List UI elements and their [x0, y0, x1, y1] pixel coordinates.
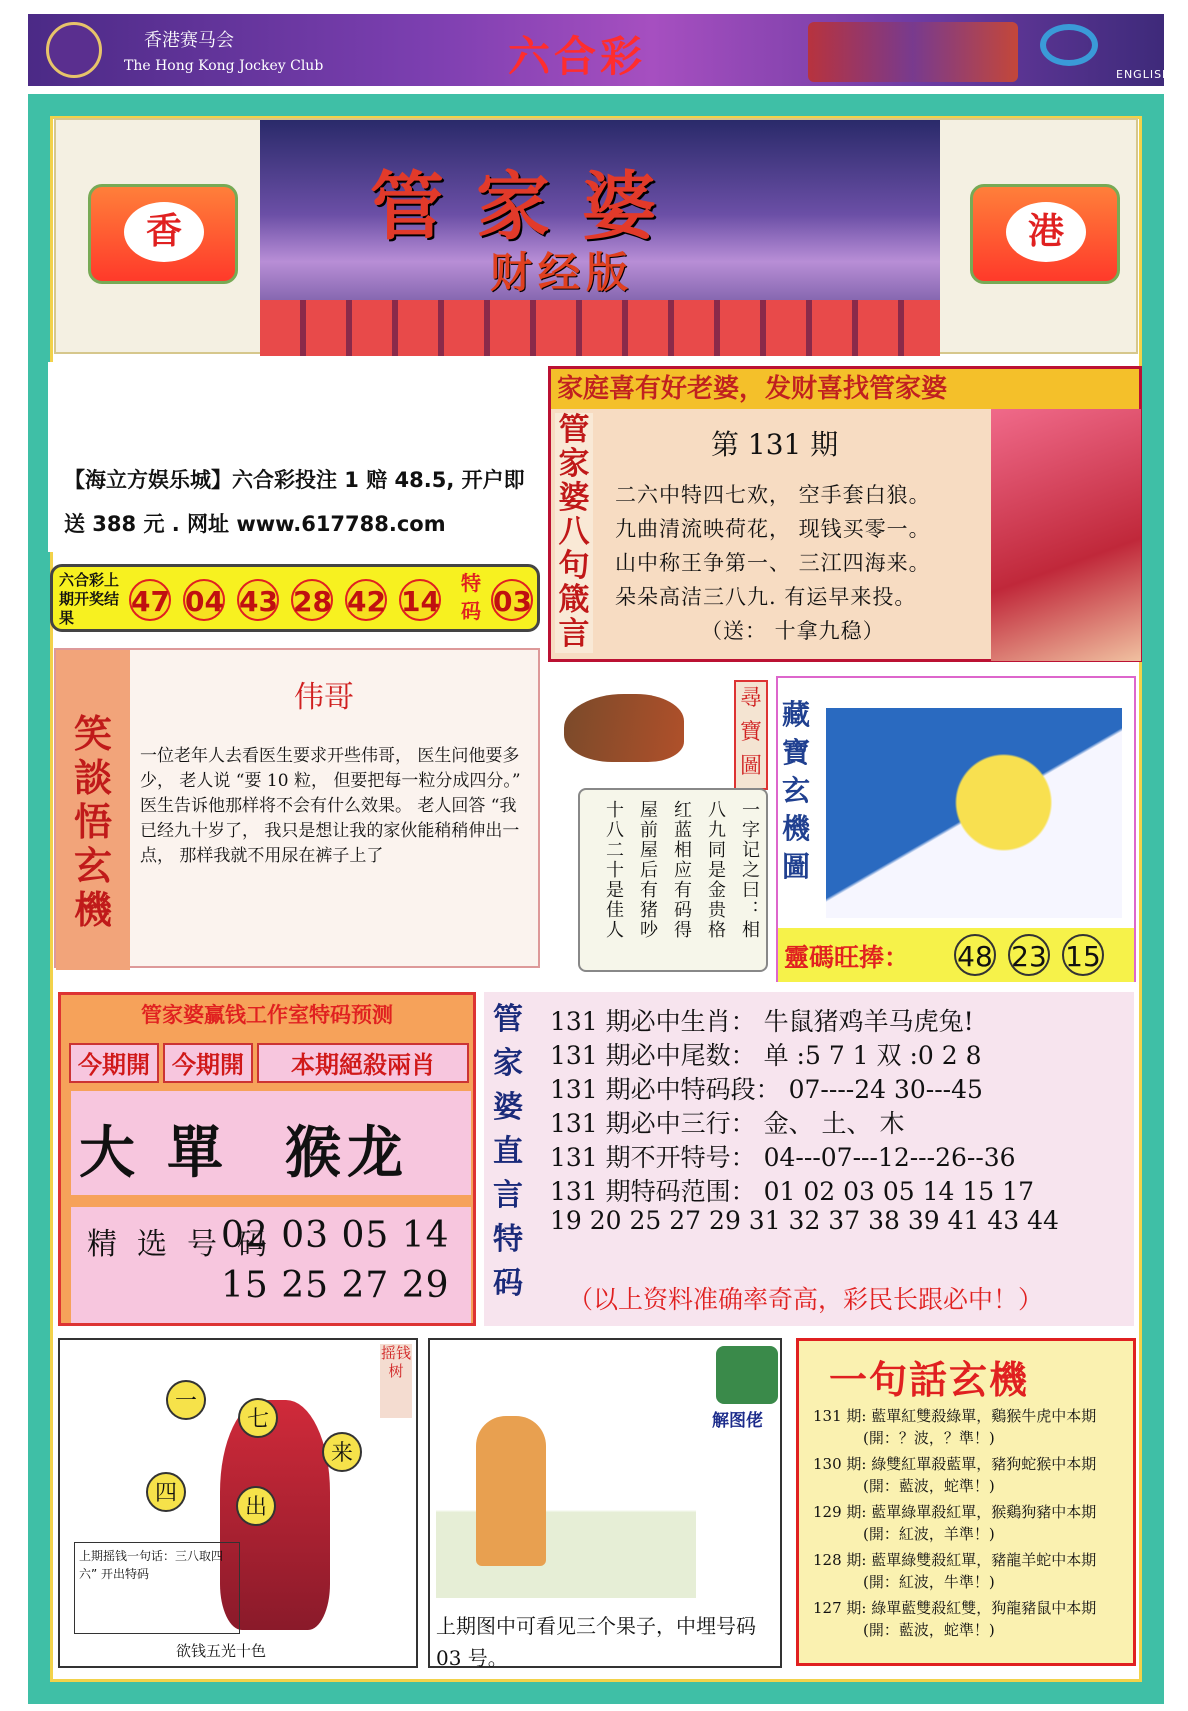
verse-header: 家庭喜有好老婆，发财喜找管家婆	[551, 369, 1139, 409]
tree-ball: 四	[146, 1472, 186, 1512]
banner	[54, 118, 1138, 354]
tab-open-1: 今期開	[69, 1043, 159, 1083]
lantern-right	[946, 134, 1136, 344]
joke-panel	[54, 648, 540, 968]
joke-title: 伟哥	[294, 680, 354, 715]
banner-title: 管家婆	[370, 164, 688, 250]
treasure-side-title: 藏寶玄機圖	[781, 698, 810, 883]
lucky-ball: 23	[1008, 934, 1050, 976]
result-ball: 28	[291, 579, 333, 621]
verse-line: 九曲清流映荷花， 现钱买零一。	[615, 517, 931, 541]
lantern-left-text: 香	[124, 202, 204, 262]
squirrel-image	[826, 708, 1122, 918]
eight-verse-panel	[548, 366, 1142, 662]
hint-entry	[813, 1549, 1133, 1593]
verse-side-title: 管家婆八句箴言	[555, 413, 593, 653]
one-sentence-title: 一句話玄機	[829, 1358, 1030, 1402]
hunt-column: 屋前屋后有猪吵	[637, 800, 658, 940]
org-name-cn: 香港赛马会	[144, 30, 234, 51]
hunt-column: 十八二十是佳人	[603, 800, 624, 940]
lottery-title: 六合彩	[508, 32, 647, 81]
special-label: 特码	[461, 571, 481, 623]
hint-issue: 128 期:	[813, 1551, 867, 1569]
hunt-column: 一字记之曰：相	[739, 800, 760, 940]
direct-line: 131 期必中特码段： 07----24 30---45	[550, 1075, 983, 1104]
special-ball: 03	[491, 579, 533, 621]
pick-kill: 猴龙	[285, 1120, 409, 1186]
pick-open-1: 大	[79, 1120, 141, 1186]
joke-body: 一位老年人去看医生要求开些伟哥， 医生问他要多少， 老人说 “要 10 粒， 但要把每一粒分成四分。” 医生告诉他那样将不会有什么效果。 老人回答 “我已经九十岁了， 我只是想让我的家伙能稍稍伸出一点， 那样我就不用尿在裤子上了	[140, 746, 521, 866]
direct-line: 131 期必中尾数： 单 :5 7 1 双 :0 2 8	[550, 1041, 982, 1070]
tree-ball: 出	[236, 1486, 276, 1526]
result-ball: 42	[345, 579, 387, 621]
ring-logo-icon	[1040, 24, 1098, 66]
english-link[interactable]: ENGLISH	[1116, 68, 1172, 81]
hint-open: (開：？波，？準！)	[863, 1429, 995, 1447]
direct-line: 131 期特码范围： 01 02 03 05 14 15 17	[550, 1177, 1034, 1206]
hint-entry	[813, 1597, 1133, 1641]
org-name-en: The Hong Kong Jockey Club	[124, 58, 324, 74]
lucky-numbers-bar	[778, 928, 1134, 982]
studio-picks-row	[71, 1091, 471, 1195]
banner-decor	[260, 300, 940, 356]
solver-icon	[716, 1346, 778, 1404]
solver-tag: 解图佬	[712, 1411, 763, 1431]
pick-row-2: 15 25 27 29	[221, 1265, 450, 1306]
picture-solve-panel	[428, 1338, 782, 1668]
hunt-scroll	[578, 788, 768, 972]
result-ball: 14	[399, 579, 441, 621]
bride-image	[991, 409, 1141, 661]
one-sentence-panel	[796, 1338, 1136, 1666]
direct-footer: （以上资料准确率奇高，彩民长跟必中！）	[568, 1285, 1044, 1314]
advert-text[interactable]: 【海立方娱乐城】六合彩投注 1 赔 48.5, 开户即送 388 元 . 网址 www.617788.com	[64, 468, 525, 536]
hunt-tag: 尋寶圖	[734, 680, 768, 790]
direct-line: 131 期必中生肖： 牛鼠猪鸡羊马虎兔!	[550, 1007, 974, 1036]
lantern-left	[64, 134, 254, 344]
hint-entry	[813, 1405, 1133, 1449]
lantern-right-text: 港	[1006, 202, 1086, 262]
hidden-treasure-panel	[776, 676, 1136, 982]
hint-text: 藍單綠雙殺紅單，豬龍羊蛇中本期	[871, 1551, 1097, 1569]
hint-open: (開：紅波，羊準！)	[863, 1525, 995, 1543]
direct-line: 131 期必中三行： 金、 土、 木	[550, 1109, 905, 1138]
hint-entry	[813, 1501, 1133, 1545]
pick-open-2: 單	[167, 1120, 229, 1186]
last-result-label: 六合彩上期开奖结果	[59, 571, 120, 627]
racing-horses-icon	[808, 22, 1018, 82]
verse-line: 山中称王争第一、 三江四海来。	[615, 551, 931, 575]
selected-numbers	[71, 1207, 471, 1323]
tree-ball: 来	[322, 1432, 362, 1472]
horse-rider-icon	[564, 694, 684, 762]
hint-open: (開：紅波，牛準！)	[863, 1573, 995, 1591]
studio-prediction-panel	[58, 992, 476, 1326]
hunt-column: 红蓝相应有码得	[671, 800, 692, 940]
tree-note: 上期摇钱一句话：三八取四六” 开出特码	[74, 1542, 240, 1634]
banner-title-panel	[260, 120, 940, 356]
hint-text: 綠單藍雙殺紅雙，狗龍豬鼠中本期	[871, 1599, 1097, 1617]
advert-box	[48, 362, 542, 552]
hint-open: (開：藍波，蛇準！)	[863, 1621, 995, 1639]
result-ball: 04	[183, 579, 225, 621]
lucky-ball: 15	[1062, 934, 1104, 976]
result-ball: 47	[129, 579, 171, 621]
result-ball: 43	[237, 579, 279, 621]
tab-open-2: 今期開	[163, 1043, 253, 1083]
hint-issue: 130 期:	[813, 1455, 867, 1473]
hunt-column: 八九同是金贵格	[705, 800, 726, 940]
direct-line: 131 期不开特号： 04---07---12---26--36	[550, 1143, 1016, 1172]
solve-caption: 上期图中可看见三个果子，中埋号码 03 号。	[436, 1614, 756, 1670]
treasure-hunt-panel	[548, 678, 774, 976]
scene-image	[436, 1346, 696, 1598]
direct-numbers-panel	[484, 992, 1134, 1326]
verse-line: 朵朵高洁三八九. 有运早来投。	[615, 585, 917, 609]
pick-row-1: 02 03 05 14	[221, 1215, 450, 1256]
jockey-club-logo-icon[interactable]	[46, 22, 102, 78]
hint-open: (開：藍波，蛇準！)	[863, 1477, 995, 1495]
hint-issue: 129 期:	[813, 1503, 867, 1521]
tab-kill: 本期絕殺兩肖	[257, 1043, 469, 1083]
money-tree-panel	[58, 1338, 418, 1668]
verse-issue: 第 131 期	[711, 428, 839, 461]
lucky-label: 靈碼旺捧：	[784, 943, 910, 972]
joke-side-title: 笑談悟玄機	[56, 650, 130, 970]
hint-text: 藍單紅雙殺綠單，鷄猴牛虎中本期	[871, 1407, 1097, 1425]
studio-header: 管家婆赢钱工作室特码预测	[141, 1003, 393, 1027]
hint-entry	[813, 1453, 1133, 1497]
direct-line: 19 20 25 27 29 31 32 37 38 39 41 43 44	[550, 1206, 1059, 1235]
banner-subtitle: 财经版	[490, 248, 635, 297]
old-man-icon	[476, 1416, 546, 1566]
verse-line: （送： 十拿九稳）	[701, 619, 885, 643]
hint-text: 藍單綠單殺紅單，猴鷄狗豬中本期	[871, 1503, 1097, 1521]
pick-label: 精选号码	[87, 1227, 287, 1262]
last-result-bar	[50, 564, 540, 632]
direct-side-title: 管家婆直言特码	[493, 1002, 523, 1301]
hint-text: 綠雙紅單殺藍單，豬狗蛇猴中本期	[871, 1455, 1097, 1473]
tree-tag: 摇钱树	[380, 1344, 412, 1418]
tree-ball: 一	[166, 1380, 206, 1420]
lucky-ball: 48	[954, 934, 996, 976]
header-bar	[28, 14, 1172, 86]
tree-ball: 七	[238, 1398, 278, 1438]
hint-issue: 131 期:	[813, 1407, 867, 1425]
verse-line: 二六中特四七欢， 空手套白狼。	[615, 483, 931, 507]
tree-caption: 欲钱五光十色	[176, 1642, 267, 1660]
hint-issue: 127 期:	[813, 1599, 867, 1617]
